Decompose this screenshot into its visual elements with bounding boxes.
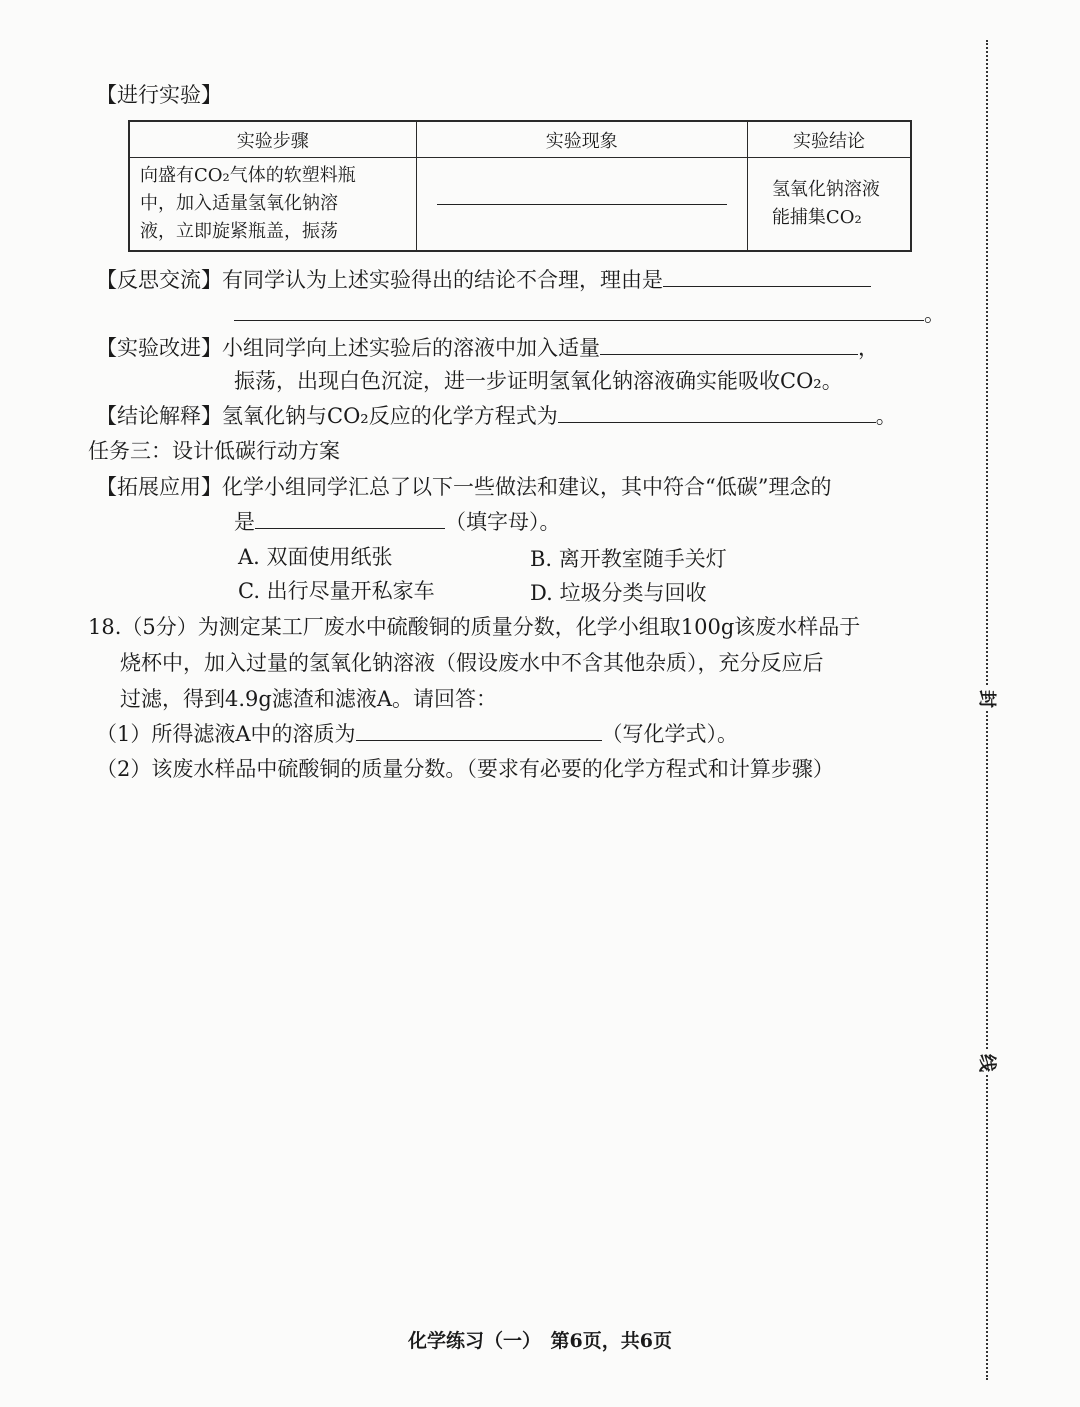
reflection-line — [96, 264, 871, 295]
comma: ， — [858, 336, 879, 360]
reflection-text: 有同学认为上述实验得出的结论不合理，理由是 — [222, 268, 663, 292]
conclusion-text: 氢氧化钠与CO₂反应的化学方程式为 — [222, 404, 558, 428]
q18-sub1-prefix: （1）所得滤液A中的溶质为 — [96, 722, 356, 746]
q18-line-2: 烧杯中，加入过量的氢氧化钠溶液（假设废水中不含其他杂质），充分反应后 — [120, 651, 824, 675]
table-header: 实验结论 — [747, 121, 911, 158]
answer-blank[interactable] — [663, 264, 871, 287]
period: 。 — [924, 302, 945, 326]
binding-char: 封 — [975, 687, 1001, 711]
answer-blank[interactable] — [600, 332, 858, 355]
q18-sub2: （2）该废水样品中硫酸铜的质量分数。（要求有必要的化学方程式和计算步骤） — [96, 757, 834, 781]
improvement-line — [96, 332, 879, 363]
option-a: A. 双面使用纸张 — [238, 545, 393, 569]
extension-text: 化学小组同学汇总了以下一些做法和建议，其中符合“低碳”理念的 — [222, 475, 832, 499]
answer-blank[interactable] — [356, 718, 602, 741]
conclusion-line — [96, 400, 897, 431]
extension-line-2 — [234, 506, 561, 537]
extension-suffix: （填字母）。 — [445, 510, 561, 534]
extension-prefix: 是 — [234, 510, 255, 534]
answer-blank[interactable] — [558, 400, 876, 423]
table-header-row — [129, 121, 911, 158]
table-cell-conclusion — [747, 158, 911, 252]
conclusion-line: 氢氧化钠溶液 — [771, 179, 880, 200]
reflection-line-2 — [234, 298, 945, 329]
conclusion-line: 能捕集CO₂ — [771, 207, 862, 228]
step-line: 液，立即旋紧瓶盖，振荡 — [140, 221, 338, 242]
improvement-text-2: 振荡，出现白色沉淀，进一步证明氢氧化钠溶液确实能吸收CO₂。 — [234, 369, 843, 393]
conclusion-tag: 【结论解释】 — [96, 404, 222, 428]
option-d: D. 垃圾分类与回收 — [530, 581, 707, 605]
extension-tag: 【拓展应用】 — [96, 475, 222, 499]
step-line: 中，加入适量氢氧化钠溶 — [140, 193, 338, 214]
q18-sub1-suffix: （写化学式）。 — [601, 722, 739, 746]
table-row — [129, 158, 911, 252]
improvement-tag: 【实验改进】 — [96, 336, 222, 360]
table-cell-steps — [129, 158, 416, 252]
experiment-heading: 【进行实验】 — [96, 83, 222, 107]
answer-blank[interactable] — [437, 204, 727, 205]
extension-line — [96, 472, 831, 502]
experiment-table — [128, 120, 912, 252]
table-header: 实验步骤 — [129, 121, 416, 158]
answer-blank[interactable] — [234, 298, 924, 321]
improvement-text: 小组同学向上述实验后的溶液中加入适量 — [222, 336, 600, 360]
option-b: B. 离开教室随手关灯 — [530, 547, 727, 571]
q18-line-1: 18.（5分）为测定某工厂废水中硫酸铜的质量分数，化学小组取100g该废水样品于 — [88, 615, 861, 639]
page-footer: 化学练习（一） 第6页，共6页 — [408, 1330, 672, 1352]
binding-char: 线 — [975, 1051, 1001, 1075]
q18-line-3: 过滤，得到4.9g滤渣和滤液A。请回答： — [120, 687, 498, 711]
option-c: C. 出行尽量开私家车 — [238, 579, 435, 603]
reflection-tag: 【反思交流】 — [96, 268, 222, 292]
answer-blank[interactable] — [255, 506, 445, 529]
step-line: 向盛有CO₂气体的软塑料瓶 — [140, 165, 356, 186]
period: 。 — [875, 404, 897, 428]
table-cell-phenomenon[interactable] — [416, 158, 747, 252]
q18-sub1 — [96, 718, 738, 749]
table-header: 实验现象 — [416, 121, 747, 158]
task3-heading: 任务三：设计低碳行动方案 — [88, 439, 340, 463]
